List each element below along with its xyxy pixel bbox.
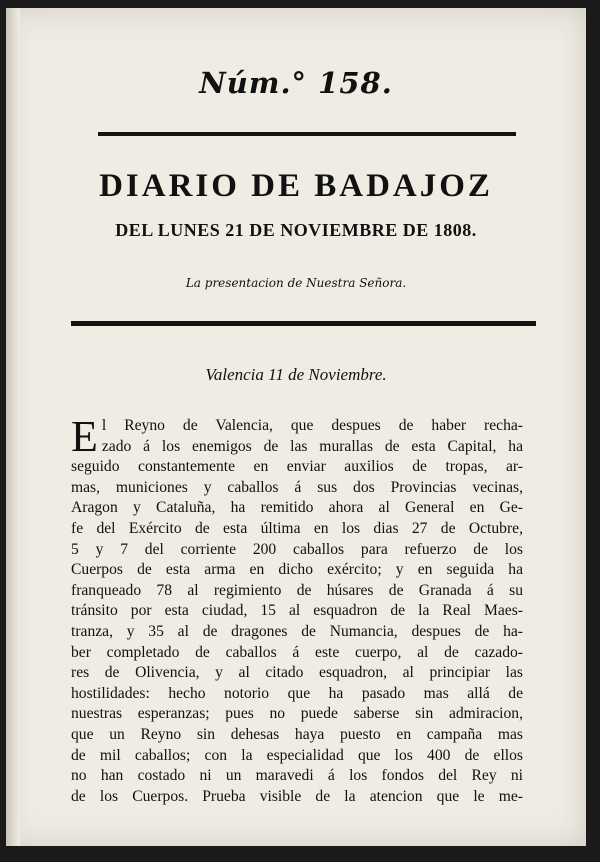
- article-body: [71, 412, 523, 807]
- dateline: DEL LUNES 21 DE NOVIEMBRE DE 1808.: [115, 220, 477, 240]
- article-lines: [71, 412, 523, 807]
- article-line: de mil caballos; con la especialidad que los 400 de ellos: [71, 746, 523, 764]
- article-line: mas, municiones y caballos á sus dos Provincias vecinas,: [71, 478, 523, 496]
- article-line: l Reyno de Valencia, que despues de haber recha-: [101, 417, 523, 434]
- article-line: zado á los enemigos de las murallas de esta Capital, ha: [101, 437, 523, 455]
- article-line: Cuerpos de esta arma en dicho exército; y en seguida ha: [71, 561, 523, 579]
- article-line: hostilidades: hecho notorio que ha pasado mas allá de: [71, 684, 523, 702]
- issue-number: Núm.° 158.: [199, 66, 393, 100]
- article-line: 5 y 7 del corriente 200 caballos para refuerzo de los: [71, 540, 523, 558]
- page-spine-shadow: [6, 8, 20, 846]
- article-line: nuestras esperanzas; pues no puede saberse sin admiracion,: [71, 705, 523, 723]
- top-rule: [98, 132, 516, 136]
- article-line: Aragon y Cataluña, ha remitido ahora al General en Ge-: [71, 499, 523, 517]
- article-line: de los Cuerpos. Prueba visible de la atencion que le me-: [71, 787, 523, 805]
- article-line: fe del Exército de esta última en los dias 27 de Octubre,: [71, 519, 523, 537]
- article-line: no han costado ni un maravedi á los fondos del Rey ni: [71, 767, 523, 785]
- newspaper-page: [6, 8, 586, 846]
- article-line: que un Reyno sin dehesas haya puesto en campaña mas: [71, 725, 523, 743]
- masthead-title: DIARIO DE BADAJOZ: [99, 168, 493, 204]
- feast-day: La presentacion de Nuestra Señora.: [185, 276, 407, 290]
- article-line: res de Olivencia, y al citado esquadron, al principiar las: [71, 664, 523, 682]
- article-line: seguido constantemente en enviar auxilios de tropas, ar-: [71, 458, 523, 476]
- drop-cap: E: [71, 412, 98, 461]
- article-dateline: Valencia 11 de Noviembre.: [205, 365, 387, 384]
- section-rule: [71, 321, 536, 326]
- article-line: ber completado de caballos á este cuerpo, al de cazado-: [71, 643, 523, 661]
- article-line: tranza, y 35 al de dragones de Numancia, despues de ha-: [71, 622, 523, 640]
- article-line: franqueado 78 al regimiento de húsares de Granada á su: [71, 581, 523, 599]
- article-line: tránsito por esta ciudad, 15 al esquadron de la Real Maes-: [71, 602, 523, 620]
